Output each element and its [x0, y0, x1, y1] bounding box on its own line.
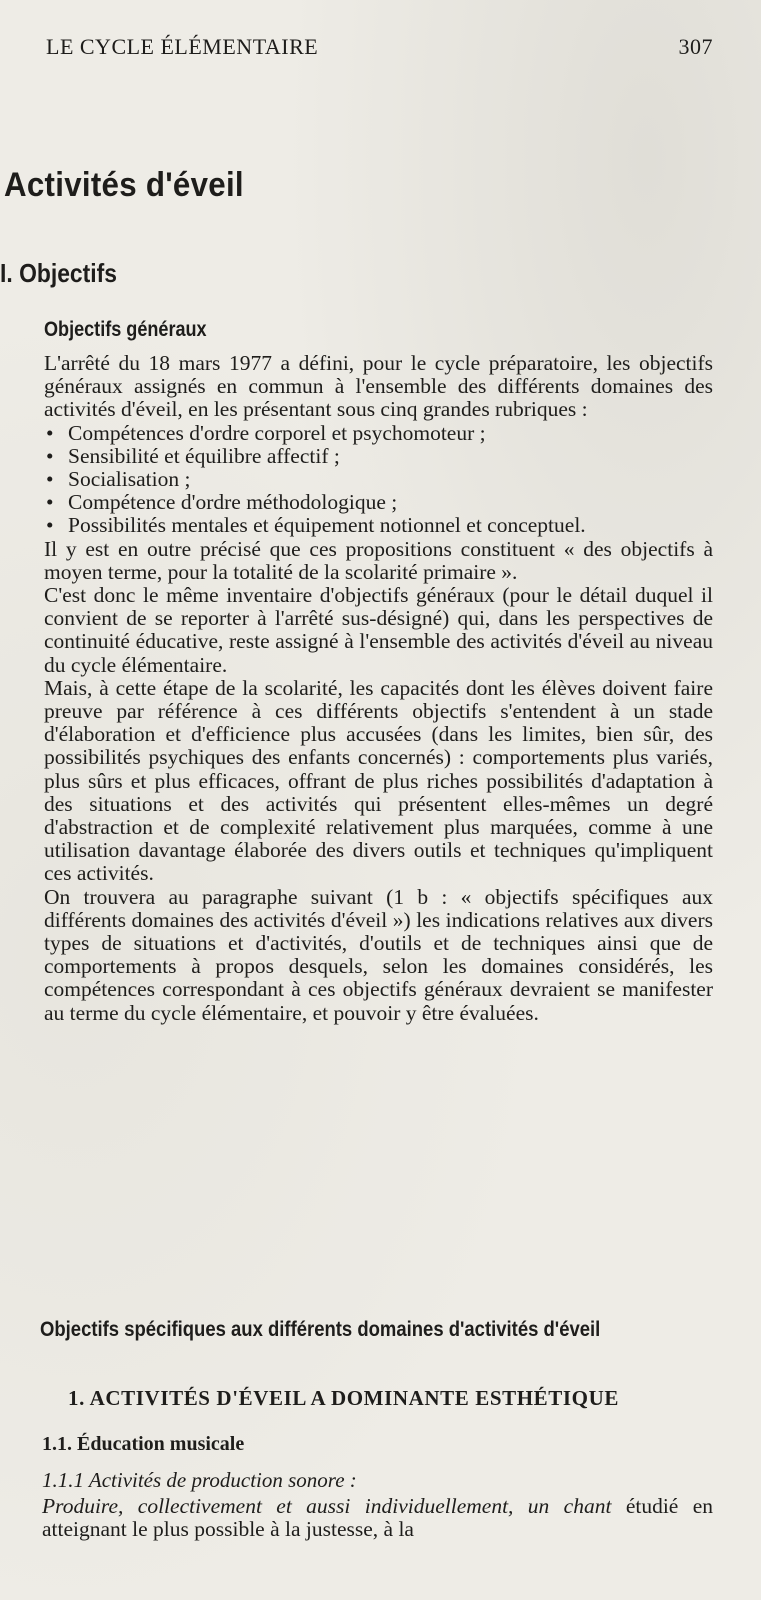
paragraph	[42, 1495, 713, 1541]
sound-production-heading: 1.1.1 Activités de production sonore :	[42, 1468, 357, 1492]
paragraph-intro: L'arrêté du 18 mars 1977 a défini, pour le cycle préparatoire, les objectifs généraux assignés en commun à l'ensemble des différents domaines des activités d'éveil, en les présentant sous cinq grandes rubriques :	[44, 351, 713, 422]
subsection-heading-general: Objectifs généraux	[44, 318, 207, 341]
music-heading: 1.1. Éducation musicale	[42, 1433, 245, 1455]
paragraph: Mais, à cette étape de la scolarité, les capacités dont les élèves doivent faire preuve par référence à ces différents objectifs s'entendent à un stade d'élaboration et d'efficience plus accusées (dans les limites, bien sûr, des possibilités psychiques des enfants concernés) : comportements plus variés, plus sûrs et plus efficaces, offrant de plus riches possibilités d'adaptation à des situations et des activités qui présentent elles-mêmes un degré d'abstraction et de complexité relativement plus marquées, comme à une utilisation davantage élaborée des divers outils et techniques qu'impliquent ces activités.	[44, 675, 713, 886]
list-item: • Possibilités mentales et équipement notionnel et conceptuel.	[46, 513, 586, 538]
chapter-title: Activités d'éveil	[4, 166, 244, 204]
page-number: 307	[678, 34, 713, 59]
domain-heading: 1. ACTIVITÉS D'ÉVEIL A DOMINANTE ESTHÉTIQUE	[68, 1386, 619, 1410]
bullet-icon: •	[46, 443, 54, 468]
bullet-icon: •	[46, 467, 54, 492]
bullet-icon: •	[46, 420, 54, 445]
music-objectives-text	[42, 1495, 713, 1541]
bullet-icon: •	[46, 490, 54, 515]
paragraph: C'est donc le même inventaire d'objectifs généraux (pour le détail duquel il convient de se reporter à l'arrêté sus-désigné) qui, dans les perspectives de continuité éducative, reste assigné à l'ensemble des activités d'éveil au niveau du cycle élémentaire.	[44, 583, 713, 677]
bullet-icon: •	[46, 513, 54, 538]
italic-text: Produire, collectivement et aussi individuellement, un chant	[42, 1494, 612, 1518]
paragraph: On trouvera au paragraphe suivant (1 b : « objectifs spécifiques aux différents domaines des activités d'éveil ») les indications relatives aux divers types de situations et d'activités, d'outils et de techniques ainsi que de comportements à propos desquels, selon les domaines considérés, les compétences correspondant à ces objectifs généraux devraient se manifester au terme du cycle élémentaire, et pouvoir y être évaluées.	[44, 884, 713, 1025]
subsection-heading-specific: Objectifs spécifiques aux différents domaines d'activités d'éveil	[40, 1318, 601, 1341]
general-objectives-text	[44, 352, 713, 1025]
section-heading: I. Objectifs	[0, 258, 117, 288]
objectives-list	[44, 422, 713, 538]
list-item: • Compétence d'ordre méthodologique ;	[46, 490, 398, 515]
paragraph: Il y est en outre précisé que ces propositions constituent « des objectifs à moyen terme, pour la totalité de la scolarité primaire ».	[44, 536, 713, 584]
plain-text: étudié en atteignant le plus possible à la justesse, à la	[42, 1494, 714, 1542]
list-item: • Socialisation ;	[46, 467, 191, 492]
running-head-title: LE CYCLE ÉLÉMENTAIRE	[46, 34, 319, 59]
list-item: • Compétences d'ordre corporel et psychomoteur ;	[46, 420, 486, 445]
list-item: • Sensibilité et équilibre affectif ;	[46, 443, 340, 468]
running-head	[46, 34, 713, 62]
